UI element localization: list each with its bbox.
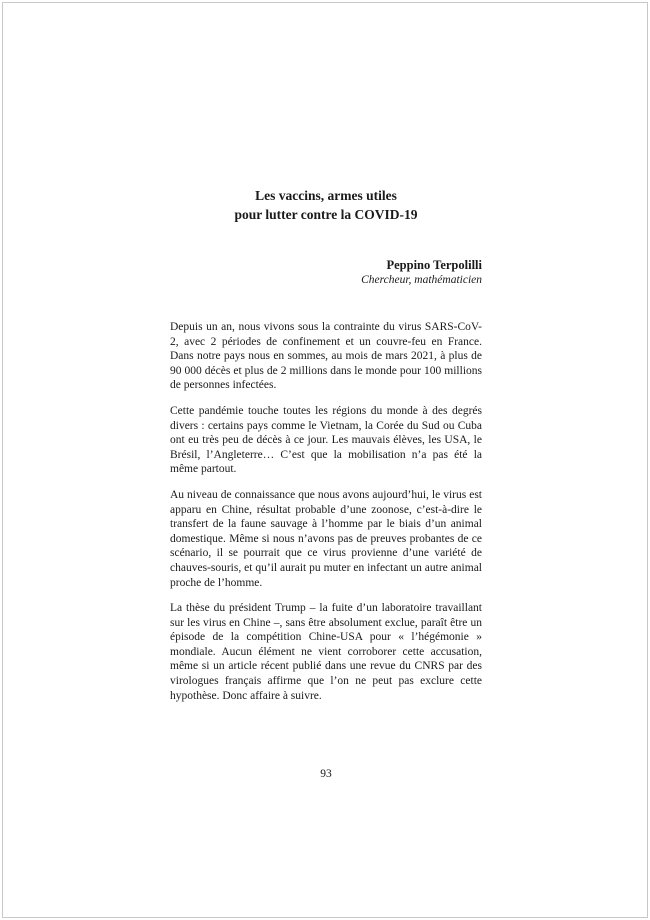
paragraph: Au niveau de connaissance que nous avons aujourd’hui, le virus est apparu en Chine, résultat probable d’une zoonose, c’est-à-dire le transfert de la faune sauvage à l’homme par le biais d’un animal domestique. Même si nous n’avons pas de preuves probantes de ce scénario, il se pourrait que ce virus provienne d’une variété de chauves-souris, et qu’il aurait pu muter en infectant un autre animal proche de l’homme. (170, 488, 482, 589)
article-title-line1: Les vaccins, armes utiles (255, 188, 397, 203)
author-block (170, 258, 482, 287)
author-role: Chercheur, mathématicien (361, 274, 482, 286)
article-title-line2: pour lutter contre la COVID-19 (234, 207, 418, 222)
article-title (170, 186, 482, 224)
paragraph: Depuis un an, nous vivons sous la contrainte du virus SARS-CoV-2, avec 2 périodes de confinement et un couvre-feu en France. Dans notre pays nous en sommes, au mois de mars 2021, à plus de 90 000 décès et plus de 2 millions dans le monde pour 100 millions de personnes infectées. (170, 321, 482, 392)
paragraph: Cette pandémie touche toutes les régions du monde à des degrés divers : certains pays comme le Vietnam, la Corée du Sud ou Cuba ont eu très peu de décès à ce jour. Les mauvais élèves, les USA, le Brésil, l’Angleterre… C’est que la mobilisation n’a pas été la même partout. (170, 404, 482, 476)
author-name: Peppino Terpolilli (386, 258, 482, 272)
article-body (170, 320, 482, 703)
page-content (170, 186, 482, 714)
paragraph: La thèse du président Trump – la fuite d’un laboratoire travaillant sur les virus en Chine –, sans être absolument exclue, paraît être un épisode de la compétition Chine-USA pour « l’hégémonie » mondiale. Aucun élément ne vient corroborer cette accusation, même si un article récent publié dans une revue du CNRS par des virologues français affirme que l’on ne peut pas exclure cette hypothèse. Donc affaire à suivre. (170, 602, 482, 702)
page-number: 93 (320, 768, 332, 780)
